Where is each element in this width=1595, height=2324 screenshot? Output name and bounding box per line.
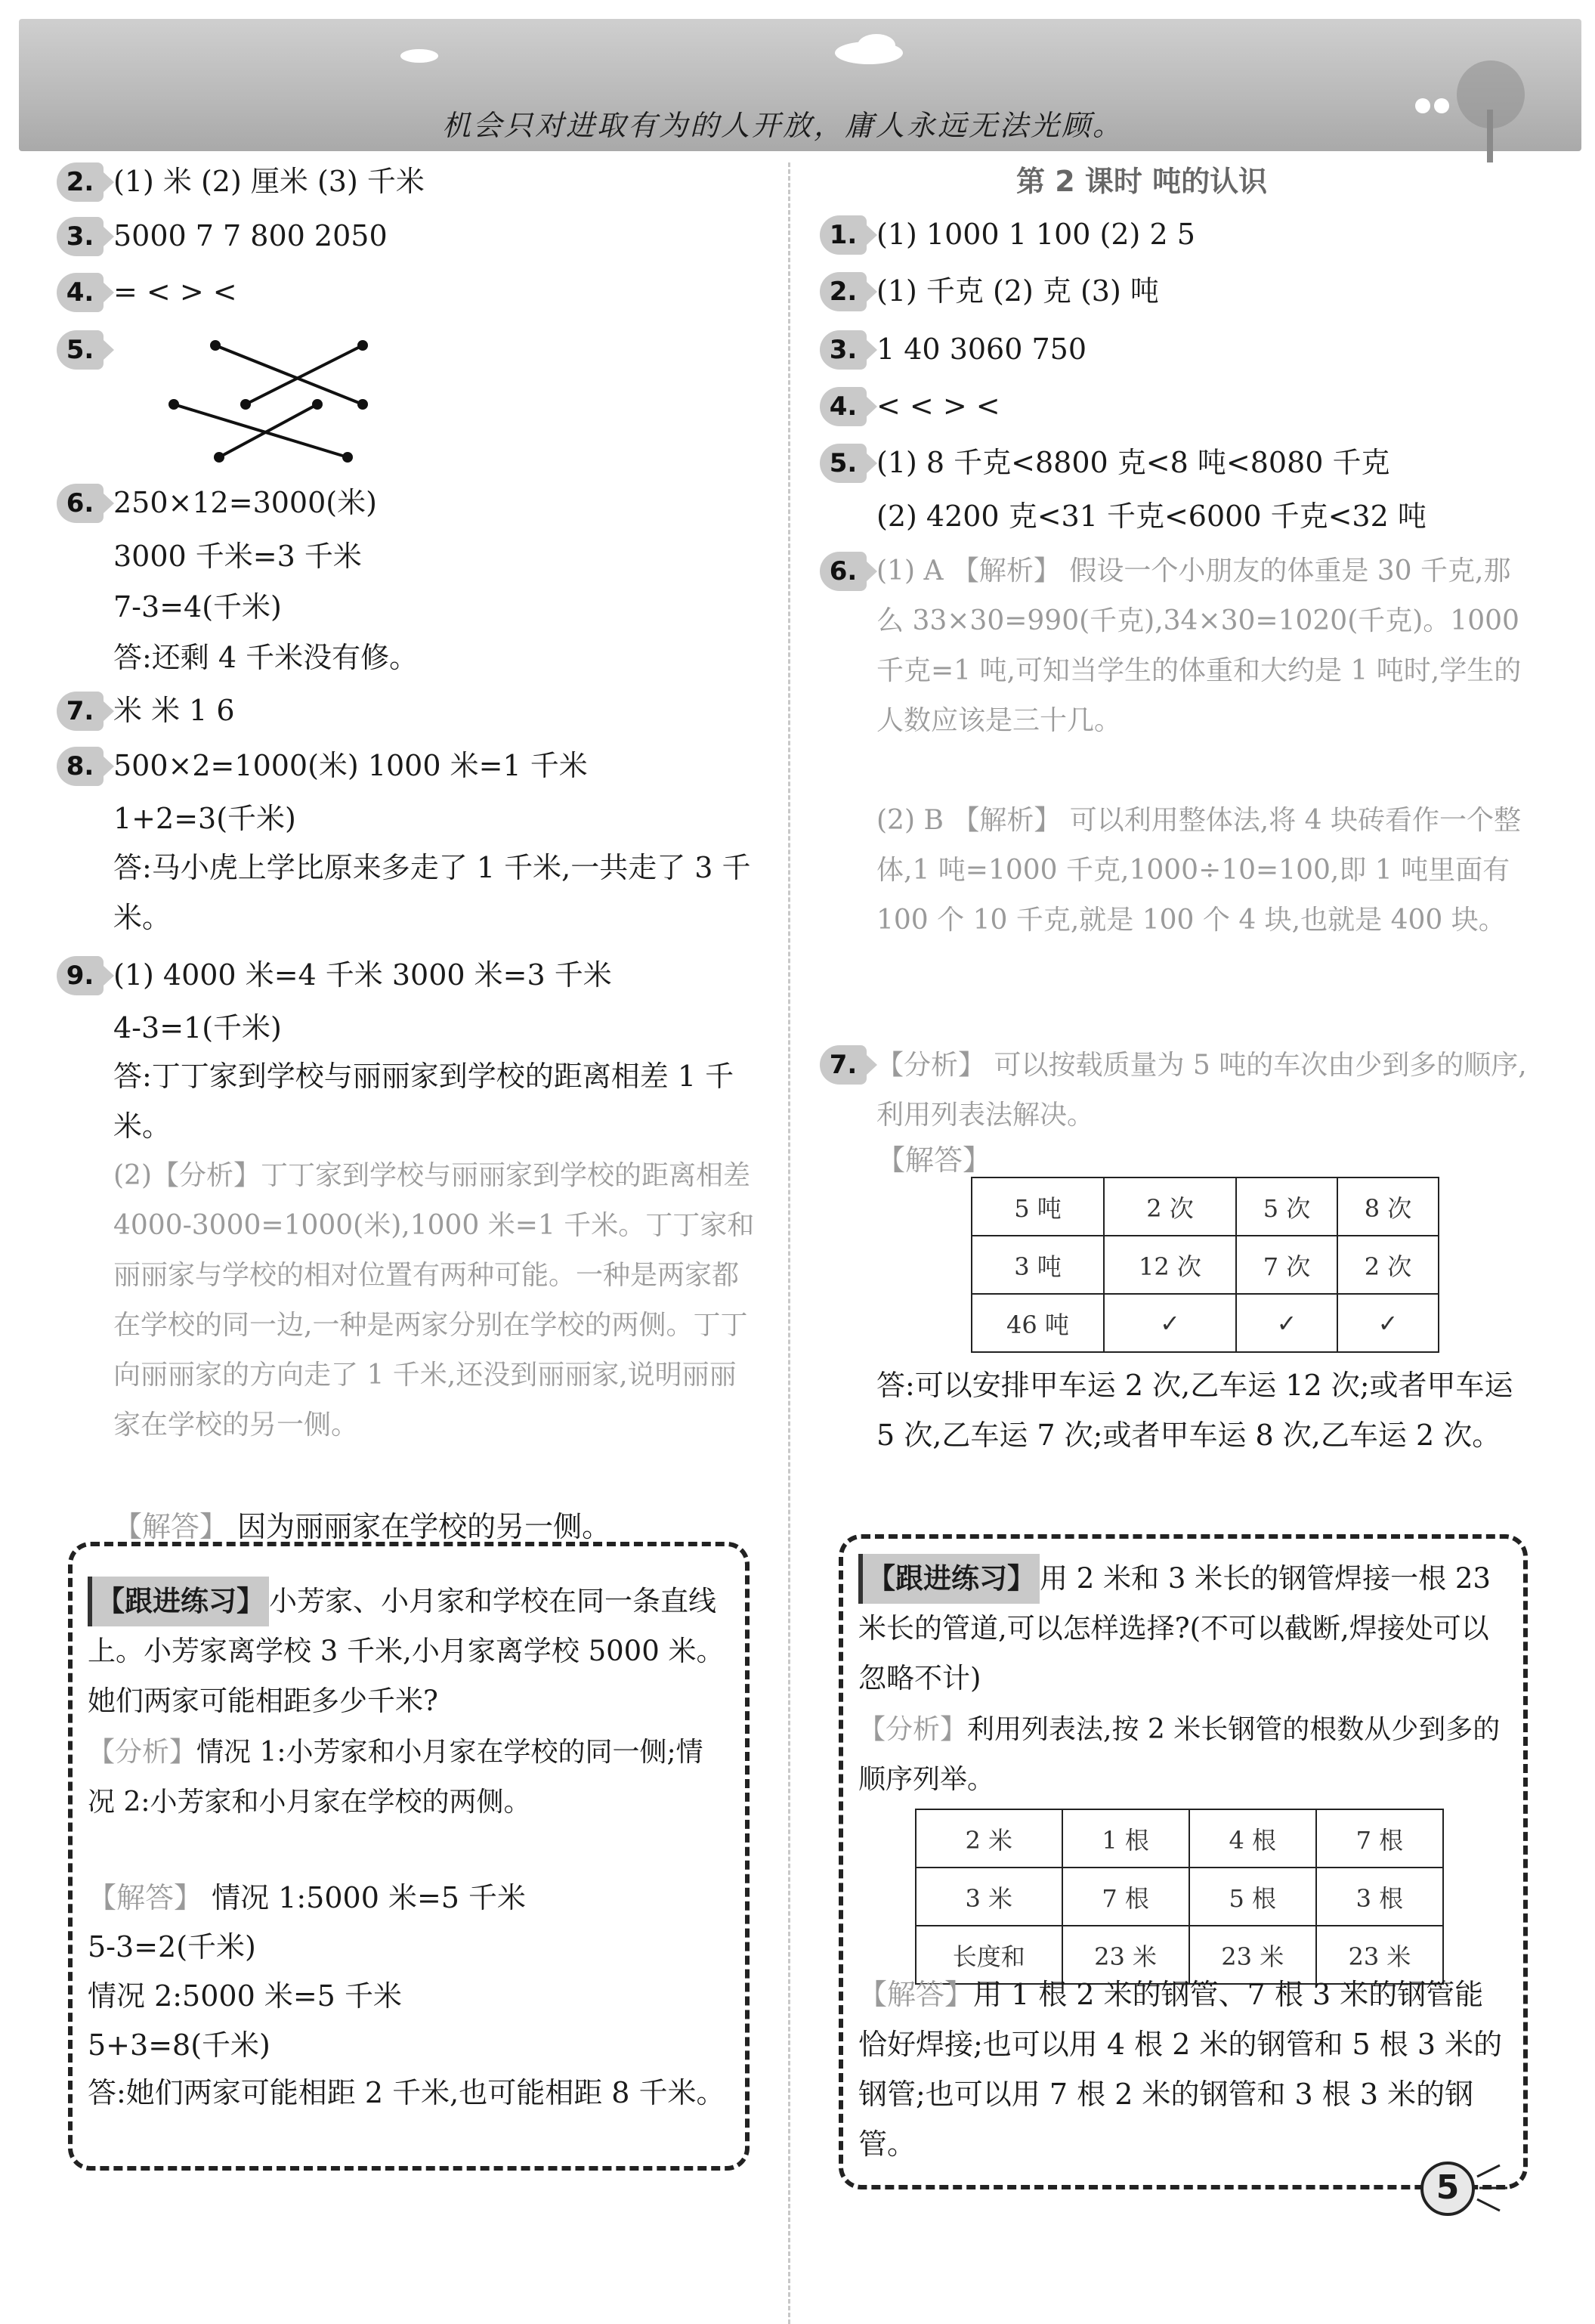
- practice-analysis: [858, 1705, 1508, 1805]
- question-4: [820, 387, 1000, 425]
- cloud-decoration: [400, 49, 438, 63]
- table-cell: 3 米: [916, 1868, 1062, 1926]
- table-cell: 46 吨: [972, 1294, 1104, 1352]
- solution-line: 5-3=2(千米): [88, 1930, 256, 1963]
- question-number: 4.: [57, 273, 104, 312]
- question-2: [820, 272, 1159, 310]
- page-number: 5: [1420, 2162, 1475, 2216]
- header-banner: [19, 19, 1581, 151]
- answer-line: 4-3=1(千米): [113, 1011, 282, 1044]
- question-number: 5.: [57, 330, 104, 370]
- pipe-table: [915, 1809, 1444, 1985]
- solution-tag: 【解答】: [876, 1143, 992, 1177]
- practice-solution-line: [88, 1879, 526, 1917]
- motto-text: 机会只对进取有为的人开放，庸人永远无法光顾。: [442, 109, 1124, 142]
- table-cell: 1 根: [1062, 1809, 1189, 1868]
- practice-question: [858, 1554, 1508, 1704]
- question-4: [57, 273, 237, 311]
- question-number: 3.: [57, 217, 104, 256]
- table-cell: 23 米: [1316, 1926, 1443, 1984]
- answer-line: (1) 8 千克<8800 克<8 吨<8080 千克: [876, 446, 1390, 479]
- table-cell: 7 次: [1236, 1236, 1337, 1294]
- question-number: 8.: [57, 747, 104, 786]
- table-cell: 5 根: [1189, 1868, 1316, 1926]
- table-row: [972, 1294, 1439, 1352]
- sparkle-icon: [1473, 2162, 1519, 2214]
- solution-tag: 【解答】: [858, 1978, 974, 2011]
- answer-line: 250×12=3000(米): [113, 486, 377, 519]
- practice-analysis: [88, 1728, 730, 1827]
- question-7: [57, 692, 235, 729]
- answer-text: 米 米 1 6: [113, 694, 235, 727]
- question-2: [57, 162, 425, 200]
- table-cell: 2 次: [1104, 1177, 1236, 1236]
- answer-text: (1) 米 (2) 厘米 (3) 千米: [113, 165, 425, 198]
- solution-tag: 【解答】: [88, 1881, 203, 1914]
- solution-final: 答:她们两家可能相距 2 千米,也可能相距 8 千米。: [88, 2076, 725, 2109]
- practice-box-right: [839, 1534, 1528, 2189]
- table-cell: 长度和: [916, 1926, 1062, 1984]
- answer-line: 7-3=4(千米): [113, 590, 282, 624]
- practice-label: 【跟进练习】: [858, 1554, 1040, 1604]
- practice-question-text: 小芳家、小月家和学校在同一条直线上。小芳家离学校 3 千米,小月家离学校 5000 米。她们两家可能相距多少千米?: [88, 1585, 725, 1717]
- question-1: [820, 215, 1195, 253]
- question-number: 6.: [57, 484, 104, 523]
- table-cell: 8 次: [1337, 1177, 1439, 1236]
- table-cell: 5 吨: [972, 1177, 1104, 1236]
- answer-line: 500×2=1000(米) 1000 米=1 千米: [113, 749, 588, 782]
- analysis-paragraph: 【分析】 可以按载质量为 5 吨的车次由少到多的顺序,利用列表法解决。: [876, 1050, 1527, 1131]
- analysis-tag: (2)【分析】: [113, 1160, 261, 1191]
- practice-question: [88, 1577, 730, 1726]
- question-number: 7.: [820, 1045, 867, 1085]
- analysis-text: 丁丁家到学校与丽丽家到学校的距离相差 4000-3000=1000(米),1000 米=1 千米。丁丁家和丽丽家与学校的相对位置有两种可能。一种是两家都在学校的同一边,一种是两家分别在学校的两侧。丁丁向丽丽家的方向走了 1 千米,还没到丽丽家,说明丽丽家在学校的另一侧。: [113, 1160, 755, 1441]
- cloud-decoration: [858, 34, 895, 57]
- table-cell: 5 次: [1236, 1177, 1337, 1236]
- solution-line: [113, 1508, 610, 1546]
- tree-icon: [1400, 49, 1536, 162]
- answer-text: 5000 7 7 800 2050: [113, 219, 388, 252]
- answer-line: 答:还剩 4 千米没有修。: [113, 641, 419, 674]
- solution-line: 5+3=8(千米): [88, 2028, 270, 2062]
- question-number: 1.: [820, 215, 867, 255]
- question-number: 3.: [820, 330, 867, 370]
- analysis-paragraph: (2) B 【解析】 可以利用整体法,将 4 块砖看作一个整体,1 吨=1000 千克,1000÷10=100,即 1 吨里面有 100 个 10 千克,就是 100 个 4 块,也就是 400 块。: [876, 805, 1522, 936]
- analysis-text: 利用列表法,按 2 米长钢管的根数从少到多的顺序列举。: [858, 1714, 1501, 1795]
- table-cell: 7 根: [1316, 1809, 1443, 1868]
- analysis-paragraph: (1) A 【解析】 假设一个小朋友的体重是 30 千克,那么 33×30=990(千克),34×30=1020(千克)。1000 千克=1 吨,可知当学生的体重和大约是 1 吨时,学生的人数应该是三十几。: [876, 555, 1522, 736]
- table-cell: 2 次: [1337, 1236, 1439, 1294]
- question-number: 2.: [57, 162, 104, 202]
- question-number: 7.: [57, 692, 104, 731]
- question-number: 2.: [820, 272, 867, 311]
- solution-tag: 【解答】: [113, 1510, 229, 1543]
- practice-question-text: 用 2 米和 3 米长的钢管焊接一根 23 米长的管道,可以怎样选择?(不可以截断,焊接处可以忽略不计): [858, 1562, 1491, 1694]
- table-cell: 3 吨: [972, 1236, 1104, 1294]
- question-6: [57, 484, 377, 521]
- table-cell: ✓: [1236, 1294, 1337, 1352]
- analysis-tag: 【分析】: [858, 1714, 968, 1745]
- solution-text: 因为丽丽家在学校的另一侧。: [237, 1510, 611, 1543]
- section-title: 第 2 课时 吨的认识: [1016, 165, 1268, 198]
- answer-line: (2) 4200 克<31 千克<6000 千克<32 吨: [876, 500, 1427, 533]
- practice-box-left: [68, 1542, 750, 2171]
- question-3: [820, 330, 1087, 368]
- answer-text: = < > <: [113, 275, 237, 308]
- solution-line: 情况 2:5000 米=5 千米: [88, 1979, 402, 2013]
- table-row: [916, 1809, 1443, 1868]
- table-row: [972, 1177, 1439, 1236]
- solution-text: 情况 1:5000 米=5 千米: [212, 1881, 527, 1914]
- answer-paragraph: 答:马小虎上学比原来多走了 1 千米,一共走了 3 千米。: [113, 851, 751, 934]
- analysis-paragraph: [113, 1151, 763, 1450]
- analysis-tag: 【分析】: [88, 1737, 197, 1768]
- question-8: [57, 747, 588, 784]
- answer-text: < < > <: [876, 389, 1000, 422]
- table-cell: ✓: [1337, 1294, 1439, 1352]
- question-9: [57, 956, 612, 994]
- question-number: 9.: [57, 956, 104, 995]
- matching-lines-diagram: [113, 336, 416, 465]
- practice-solution: [858, 1970, 1508, 2169]
- table-cell: 4 根: [1189, 1809, 1316, 1868]
- answer-line: 3000 千米=3 千米: [113, 540, 362, 573]
- table-cell: 12 次: [1104, 1236, 1236, 1294]
- table-cell: 7 根: [1062, 1868, 1189, 1926]
- question-number: 6.: [820, 552, 867, 591]
- table-cell: 3 根: [1316, 1868, 1443, 1926]
- column-divider: [788, 162, 790, 2324]
- answer-text: 1 40 3060 750: [876, 333, 1087, 366]
- table-cell: 23 米: [1189, 1926, 1316, 1984]
- analysis-text: 情况 1:小芳家和小月家在学校的同一侧;情况 2:小芳家和小月家在学校的两侧。: [88, 1737, 703, 1818]
- answer-paragraph: 答:可以安排甲车运 2 次,乙车运 12 次;或者甲车运 5 次,乙车运 7 次;或者甲车运 8 次,乙车运 2 次。: [876, 1369, 1513, 1452]
- question-5: [820, 444, 1390, 481]
- table-cell: ✓: [1104, 1294, 1236, 1352]
- answer-paragraph: 答:丁丁家到学校与丽丽家到学校的距离相差 1 千米。: [113, 1060, 734, 1143]
- table-cell: 2 米: [916, 1809, 1062, 1868]
- answer-text: (1) 1000 1 100 (2) 2 5: [876, 218, 1195, 251]
- table-row: [972, 1236, 1439, 1294]
- practice-label: 【跟进练习】: [88, 1577, 269, 1626]
- answer-line: 1+2=3(千米): [113, 802, 296, 835]
- table-cell: 23 米: [1062, 1926, 1189, 1984]
- table-row: [916, 1868, 1443, 1926]
- question-number: 4.: [820, 387, 867, 426]
- answer-text: (1) 千克 (2) 克 (3) 吨: [876, 274, 1159, 308]
- question-3: [57, 217, 388, 255]
- solution-text: 用 1 根 2 米的钢管、7 根 3 米的钢管能恰好焊接;也可以用 4 根 2 米的钢管和 5 根 3 米的钢管;也可以用 7 根 2 米的钢管和 3 根 3 米的钢管。: [858, 1978, 1503, 2161]
- truck-table: [971, 1177, 1439, 1353]
- question-number: 5.: [820, 444, 867, 483]
- answer-line: (1) 4000 米=4 千米 3000 米=3 千米: [113, 958, 612, 992]
